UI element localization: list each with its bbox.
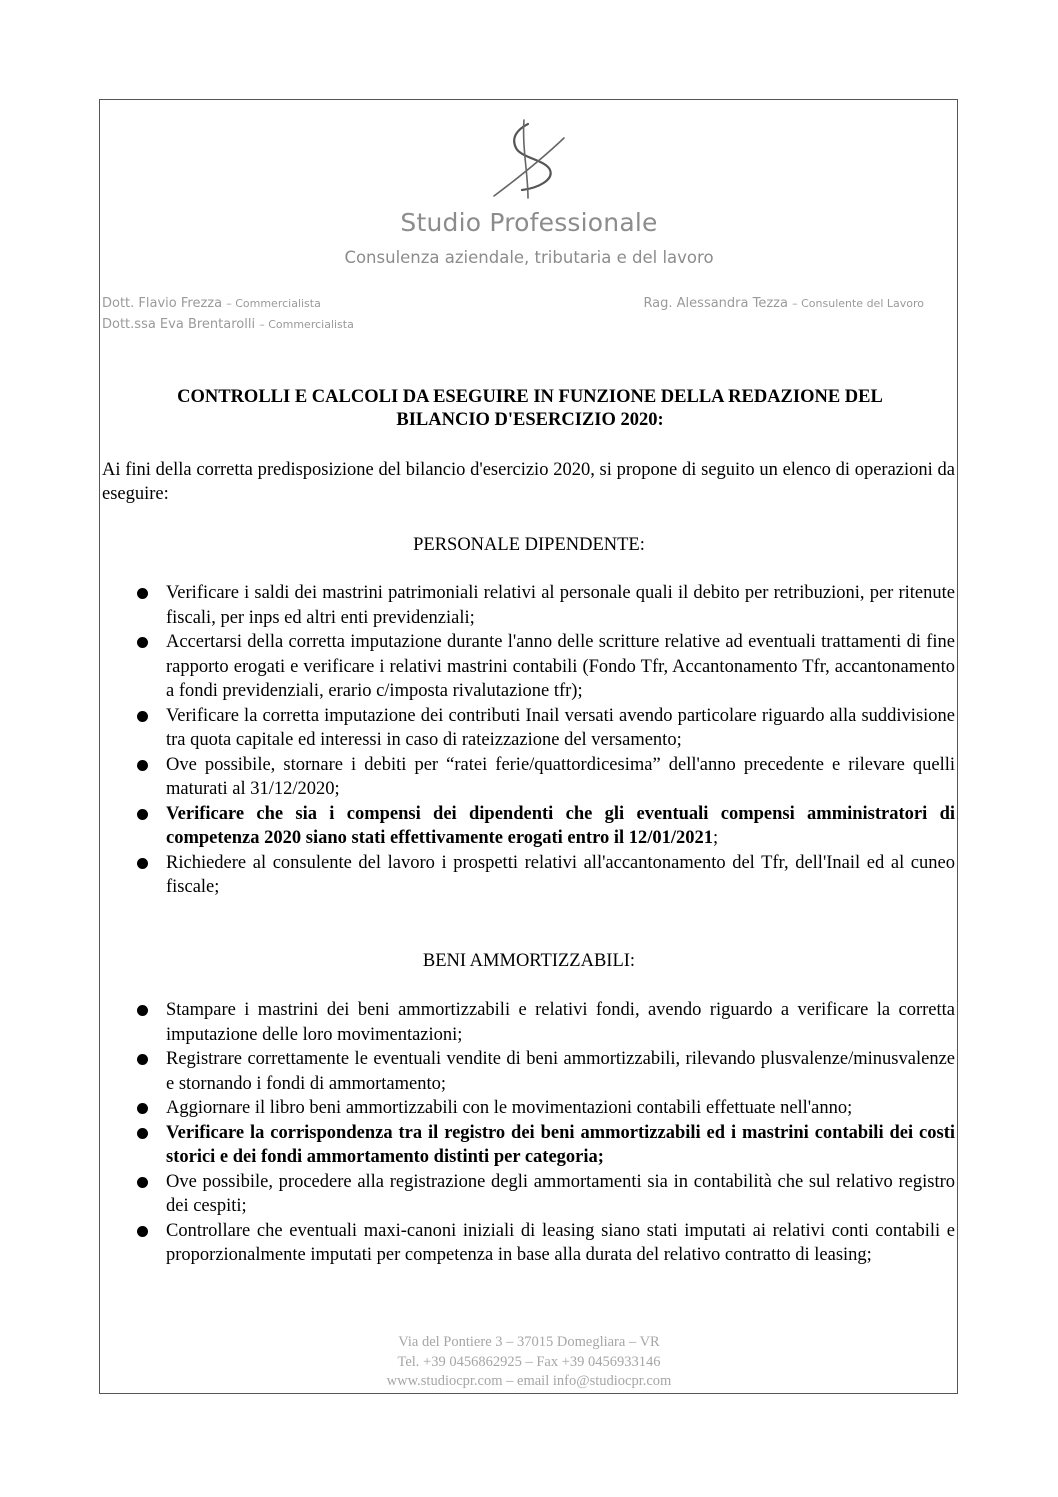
bullet-icon [137,1177,148,1188]
document-title [110,386,950,432]
person-role: – Commercialista [226,297,321,310]
bullet-icon [137,1128,148,1139]
studio-name: Studio Professionale [400,208,658,237]
footer-web: www.studiocpr.com – email info@studiocpr.com [386,1373,672,1389]
section-title-personale: PERSONALE DIPENDENTE: [413,535,645,555]
list-item: Verificare che sia i compensi dei dipendenti che gli eventuali compensi amministratori di competenza 2020 siano stati effettivamente erogati entro il 12/01/2021; [135,802,955,851]
list-item: Stampare i mastrini dei beni ammortizzabili e relativi fondi, avendo riguardo a verificare la corretta imputazione delle loro movimentazioni; [135,998,955,1047]
bullet-icon [137,1103,148,1114]
signature-logo-icon [488,118,570,200]
person-role: – Consulente del Lavoro [792,297,924,310]
list-personale [135,581,955,900]
list-item: Registrare correttamente le eventuali vendite di beni ammortizzabili, rilevando plusvalenze/minusvalenze e stornando i fondi di ammortamento; [135,1047,955,1096]
title-line: CONTROLLI E CALCOLI DA ESEGUIRE IN FUNZIONE DELLA REDAZIONE DEL [177,387,883,407]
list-item: Verificare la corretta imputazione dei contributi Inail versati avendo particolare riguardo alla suddivisione tra quota capitale ed interessi in caso di rateizzazione del versamento; [135,704,955,753]
footer-address: Via del Pontiere 3 – 37015 Domegliara – VR [398,1334,660,1350]
list-item: Verificare i saldi dei mastrini patrimoniali relativi al personale quali il debito per retribuzioni, per ritenute fiscali, per inps ed altri enti previdenziali; [135,581,955,630]
bullet-icon [137,760,148,771]
list-item: Ove possibile, stornare i debiti per “ratei ferie/quattordicesima” dell'anno precedente e rilevare quelli maturati al 31/12/2020; [135,753,955,802]
bullet-icon [137,1054,148,1065]
person-name: Rag. Alessandra Tezza [643,296,788,311]
footer [0,1333,1058,1392]
bullet-icon [137,1226,148,1237]
footer-phone: Tel. +39 0456862925 – Fax +39 0456933146 [397,1353,661,1370]
person-tezza [643,296,924,311]
list-item: Verificare la corrispondenza tra il registro dei beni ammortizzabili ed i mastrini contabili dei costi storici e dei fondi ammortamento distinti per categoria; [135,1121,955,1170]
list-item: Ove possibile, procedere alla registrazione degli ammortamenti sia in contabilità che sul relativo registro dei cespiti; [135,1170,955,1219]
list-beni [135,998,955,1268]
list-item: Controllare che eventuali maxi-canoni iniziali di leasing siano stati imputati ai relativi conti contabili e proporzionalmente imputati per competenza in base alla durata del relativo contratto di leasing; [135,1219,955,1268]
bullet-icon [137,711,148,722]
bullet-icon [137,637,148,648]
person-brentarolli [102,317,354,332]
person-name: Dott. Flavio Frezza [102,296,223,311]
list-item: Aggiornare il libro beni ammortizzabili con le movimentazioni contabili effettuate nell'anno; [135,1096,955,1121]
section-title-beni: BENI AMMORTIZZABILI: [422,951,636,971]
bullet-icon [137,858,148,869]
bullet-icon [137,809,148,820]
title-line: BILANCIO D'ESERCIZIO 2020: [396,410,664,430]
studio-subtitle: Consulenza aziendale, tributaria e del lavoro [344,248,714,267]
intro-paragraph: Ai fini della corretta predisposizione del bilancio d'esercizio 2020, si propone di seguito un elenco di operazioni da eseguire: [102,460,955,504]
list-item: Richiedere al consulente del lavoro i prospetti relativi all'accantonamento del Tfr, dell'Inail ed al cuneo fiscale; [135,851,955,900]
person-name: Dott.ssa Eva Brentarolli [102,317,256,332]
bullet-icon [137,588,148,599]
list-item: Accertarsi della corretta imputazione durante l'anno delle scritture relative ad eventuali trattamenti di fine rapporto erogati e verificare i relativi mastrini contabili (Fondo Tfr, Accantonamento Tfr, accantonamento a fondi previdenziali, erario c/imposta rivalutazione tfr); [135,630,955,704]
person-frezza [102,296,321,311]
bullet-icon [137,1005,148,1016]
person-role: – Commercialista [259,318,354,331]
